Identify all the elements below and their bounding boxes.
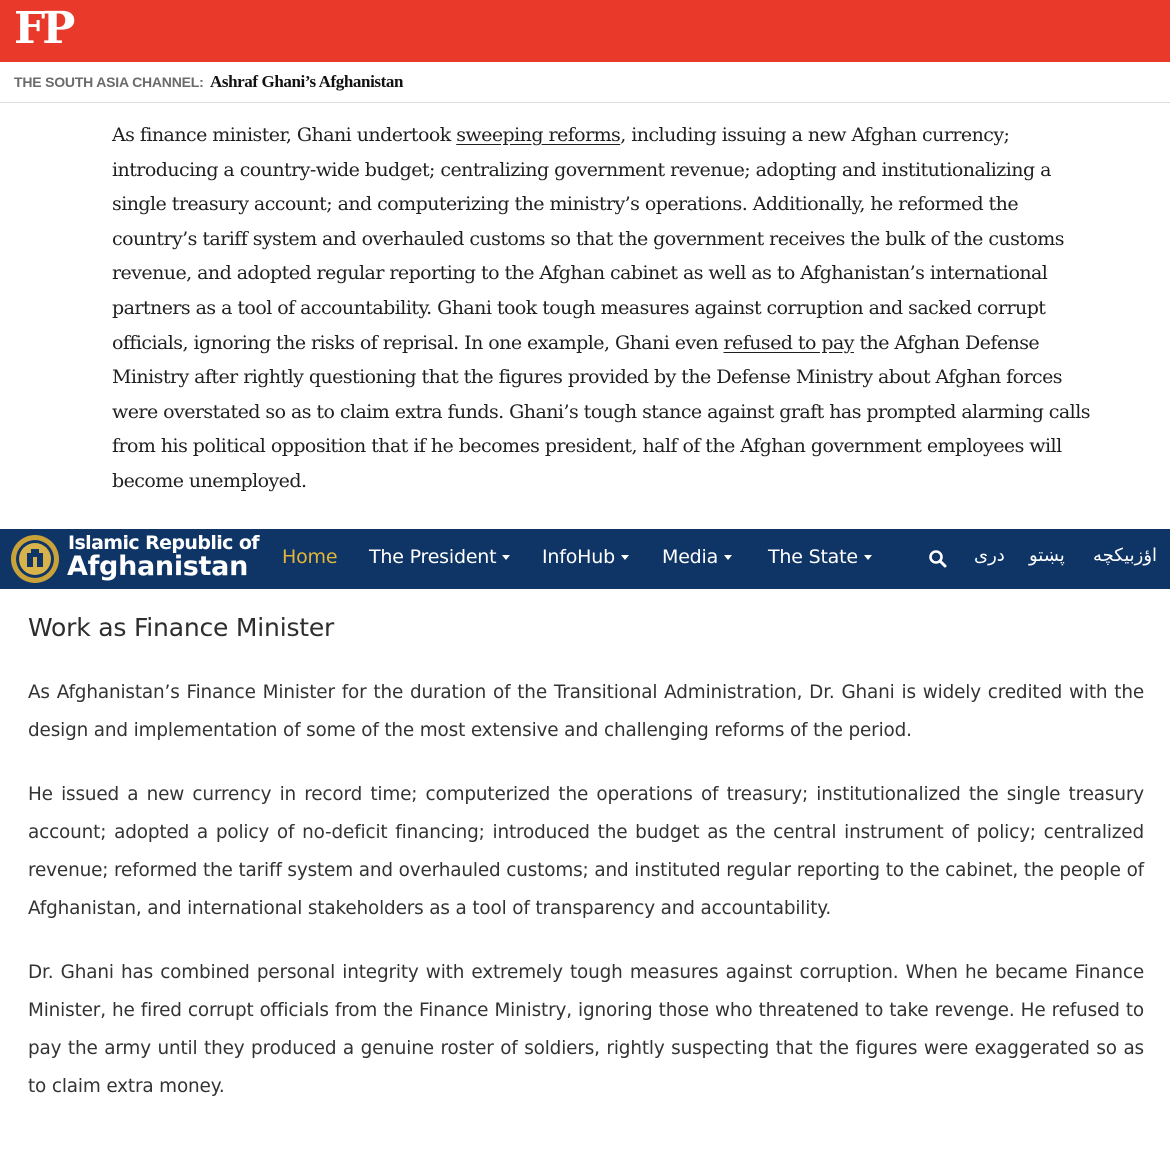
caret-down-icon: [864, 555, 872, 560]
content-paragraph-2: He issued a new currency in record time; computerized the operations of treasury; institutionalized the single treasury account; adopted a policy of no-deficit financing; introduced the budget as the central instrument of policy; centralized revenue; reformed the tariff system and overhauled customs; and instituted regular reporting to the cabinet, the people of Afghanistan, and international stakeholders as a tool of transparency and accountability.: [28, 784, 1144, 919]
fp-channel-bar: [0, 62, 1170, 103]
lang-uzbek[interactable]: اؤزبیکچه: [1093, 545, 1158, 566]
lang-pashto[interactable]: پښتو: [1029, 545, 1065, 566]
article-title: Ashraf Ghani’s Afghanistan: [210, 72, 404, 91]
nav-infohub[interactable]: [542, 545, 629, 569]
nav-the-state-label: The State: [768, 546, 858, 568]
fp-logo[interactable]: FP: [14, 3, 73, 54]
brand-line-2[interactable]: Afghanistan: [67, 551, 249, 582]
nav-the-state[interactable]: [768, 545, 872, 569]
afghan-nav-bar: [0, 529, 1170, 589]
fp-header: [0, 0, 1170, 62]
nav-the-president[interactable]: [369, 545, 510, 569]
fp-text-part-3: the Afghan Defense Ministry after rightly questioning that the figures provided by the Defense Ministry about Afghan forces were overstated so as to claim extra funds. Ghani’s tough stance against graft has prompted alarming calls from his political opposition that if he becomes president, half of the Afghan government employees will become unemployed.: [112, 331, 1090, 492]
page-title: Work as Finance Minister: [28, 613, 335, 642]
nav-home-label: Home: [282, 546, 338, 568]
afghan-emblem-icon[interactable]: [9, 533, 61, 585]
nav-media-label: Media: [662, 546, 719, 568]
sweeping-reforms-link[interactable]: sweeping reforms: [456, 124, 621, 146]
brand-line-1[interactable]: Islamic Republic of: [68, 532, 259, 554]
caret-down-icon: [724, 555, 732, 560]
nav-media[interactable]: [662, 545, 732, 569]
caret-down-icon: [502, 555, 510, 560]
caret-down-icon: [621, 555, 629, 560]
lang-dari[interactable]: دری: [974, 545, 1005, 566]
search-icon[interactable]: [928, 549, 948, 569]
content-paragraph-1: As Afghanistan’s Finance Minister for the duration of the Transitional Administration, Dr. Ghani is widely credited with the design and implementation of some of the most extensive and challenging reforms of the period.: [28, 682, 1144, 741]
content-paragraph-3: Dr. Ghani has combined personal integrity with extremely tough measures against corruption. When he became Finance Minister, he fired corrupt officials from the Finance Ministry, ignoring those who threatened to take revenge. He refused to pay the army until they produced a genuine roster of soldiers, rightly suspecting that the figures were exaggerated so as to claim extra money.: [28, 962, 1144, 1097]
refused-to-pay-link[interactable]: refused to pay: [723, 331, 854, 354]
fp-text-part-2: , including issuing a new Afghan currency; introducing a country-wide budget; centralizing government revenue; adopting and institutionalizing a single treasury account; and computerizing the ministry’s operations. Additionally, he reformed the country’s tariff system and overhauled customs so that the government receives the bulk of the customs revenue, and adopted regular reporting to the Afghan cabinet as well as to Afghanistan’s international partners as a tool of accountability. Ghani took tough measures against corruption and sacked corrupt officials, ignoring the risks of reprisal. In one example, Ghani even: [112, 124, 1064, 354]
nav-the-president-label: The President: [369, 546, 497, 568]
fp-article-paragraph: [112, 118, 1102, 499]
fp-text-part-1: As finance minister, Ghani undertook: [112, 124, 457, 146]
channel-label[interactable]: THE SOUTH ASIA CHANNEL:: [14, 74, 204, 90]
nav-infohub-label: InfoHub: [542, 546, 615, 568]
afghan-main-content: [28, 600, 1144, 1106]
nav-home[interactable]: [282, 545, 337, 569]
